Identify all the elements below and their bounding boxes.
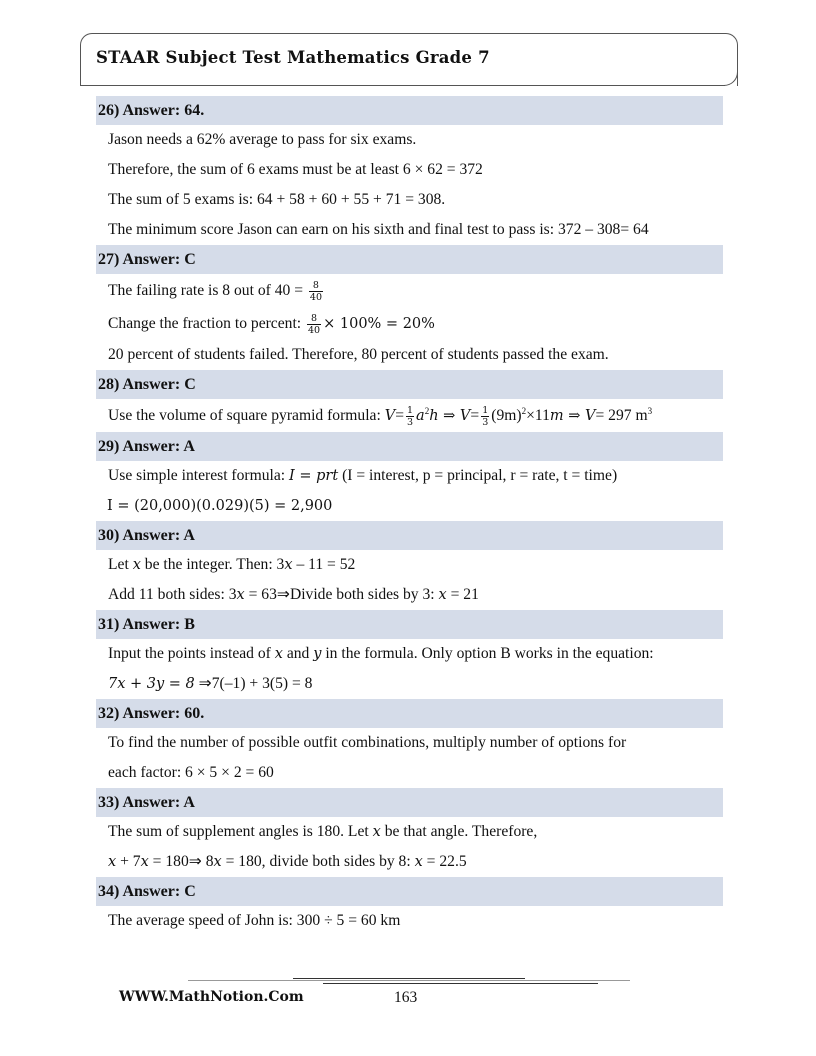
math-op: =: [395, 407, 404, 424]
answer-33-text: = 180, divide both sides by 8:: [221, 853, 415, 870]
math-var: x: [414, 854, 423, 870]
footer-rule: [323, 983, 598, 984]
answer-30-text: = 63⇒Divide both sides by 3:: [244, 586, 439, 603]
answer-26-line: The sum of 5 exams is: 64 + 58 + 60 + 55 + 71 = 308.: [108, 191, 446, 208]
math-term: = 297 m: [595, 407, 648, 424]
answer-30-text: be the integer. Then: 3: [140, 556, 285, 573]
math-var: x: [372, 824, 381, 840]
math-var: x: [274, 646, 283, 662]
answer-heading-34: 34) Answer: C: [96, 877, 723, 906]
answer-26-line: Jason needs a 62% average to pass for six exams.: [108, 131, 417, 148]
footer-rule: [188, 980, 630, 981]
answer-heading-31: 31) Answer: B: [96, 610, 723, 639]
answer-33-line-2: [96, 847, 723, 877]
answer-27-math: × 100% = 20%: [323, 316, 435, 332]
math-var: m: [549, 408, 564, 424]
answer-31-text: ⇒7(–1) + 3(5) = 8: [194, 675, 313, 692]
answer-30-text: Let: [108, 556, 133, 573]
math-var: x: [213, 854, 222, 870]
answer-27-line-2: [96, 307, 723, 340]
math-var: x: [108, 854, 117, 870]
page-header-title: STAAR Subject Test Mathematics Grade 7: [96, 48, 490, 67]
math-var: V: [585, 408, 596, 424]
math-var: a: [416, 408, 425, 424]
math-var: h: [429, 408, 439, 424]
answer-29-text: (I = interest, p = principal, r = rate, t = time): [338, 467, 618, 484]
math-var: y: [313, 646, 322, 662]
fraction: [307, 313, 321, 336]
math-term: ×11: [526, 407, 550, 424]
math-term: (9m): [491, 407, 522, 424]
answer-33-text: be that angle. Therefore,: [380, 823, 538, 840]
answer-heading-29: 29) Answer: A: [96, 432, 723, 461]
answer-31-text: in the formula. Only option B works in the equation:: [321, 645, 654, 662]
answer-29-line-1: [96, 461, 723, 491]
answer-27-line-1: [96, 274, 723, 307]
header-rule: [80, 85, 725, 86]
math-op: ⇒: [563, 408, 585, 424]
answer-26-line: The minimum score Jason can earn on his sixth and final test to pass is: 372 – 308= 64: [108, 221, 649, 238]
fraction-numerator: 8: [309, 280, 323, 292]
answer-30-text: – 11 = 52: [292, 556, 356, 573]
answer-32-line: each factor: 6 × 5 × 2 = 60: [108, 764, 274, 781]
answer-32-line: To find the number of possible outfit combinations, multiply number of options for: [108, 734, 627, 751]
answer-28-line-1: [96, 399, 723, 432]
answer-33-line-1: [96, 817, 723, 847]
math-sup: 2: [521, 405, 527, 416]
answer-heading-33: 33) Answer: A: [96, 788, 723, 817]
fraction-denominator: 40: [308, 324, 321, 336]
answer-28-text: Use the volume of square pyramid formula:: [108, 407, 385, 424]
answer-27-text: Change the fraction to percent:: [108, 315, 306, 332]
footer-rule: [293, 978, 525, 979]
answer-heading-27: 27) Answer: C: [96, 245, 723, 274]
answer-31-text: and: [282, 645, 314, 662]
fraction: [481, 405, 489, 428]
fraction-numerator: 1: [482, 404, 489, 416]
answer-heading-26: 26) Answer: 64.: [96, 96, 723, 125]
math-sup: 2: [424, 405, 430, 416]
page-number: 163: [394, 989, 418, 1006]
fraction-denominator: 40: [309, 291, 322, 303]
answer-heading-30: 30) Answer: A: [96, 521, 723, 550]
math-formula: 7x + 3y = 8: [108, 676, 195, 692]
fraction-denominator: 3: [482, 416, 489, 428]
answer-33-text: = 22.5: [422, 853, 467, 870]
fraction-numerator: 8: [307, 313, 321, 325]
math-op: =: [470, 407, 480, 424]
answer-heading-32: 32) Answer: 60.: [96, 699, 723, 728]
fraction: [309, 280, 323, 303]
answer-heading-28: 28) Answer: C: [96, 370, 723, 399]
answer-33-text: + 7: [116, 853, 141, 870]
math-var: x: [132, 557, 141, 573]
footer-website: WWW.MathNotion.Com: [119, 989, 304, 1005]
math-formula: I = (20,000)(0.029)(5) = 2,900: [107, 498, 333, 514]
answer-26-line: Therefore, the sum of 6 exams must be at least 6 × 62 = 372: [108, 161, 483, 178]
math-sup: 3: [647, 405, 653, 416]
answer-30-text: Add 11 both sides: 3: [108, 586, 237, 603]
answer-31-text: Input the points instead of: [108, 645, 275, 662]
math-var: V: [459, 408, 471, 424]
answer-31-line-2: [96, 669, 723, 699]
answer-27-line-3: 20 percent of students failed. Therefore, 80 percent of students passed the exam.: [108, 346, 609, 363]
math-formula: I = prt: [289, 468, 339, 484]
math-var: x: [140, 854, 149, 870]
answer-30-line-2: [96, 580, 723, 610]
math-var: x: [438, 587, 447, 603]
answer-31-line-1: [96, 639, 723, 669]
answer-30-text: = 21: [446, 586, 479, 603]
answer-29-text: Use simple interest formula:: [108, 467, 290, 484]
answer-30-line-1: [96, 550, 723, 580]
answer-key: [96, 96, 723, 936]
answer-33-text: = 180⇒ 8: [148, 853, 214, 870]
fraction: [406, 405, 414, 428]
answer-27-text: The failing rate is 8 out of 40 =: [108, 282, 307, 299]
answer-33-text: The sum of supplement angles is 180. Let: [108, 823, 373, 840]
math-var: x: [236, 587, 245, 603]
math-var: V: [384, 408, 396, 424]
fraction-numerator: 1: [407, 404, 414, 416]
math-var: x: [284, 557, 293, 573]
answer-34-line: The average speed of John is: 300 ÷ 5 = 60 km: [108, 912, 401, 929]
answer-29-line-2: [96, 491, 723, 521]
fraction-denominator: 3: [407, 416, 414, 428]
math-op: ⇒: [438, 408, 460, 424]
